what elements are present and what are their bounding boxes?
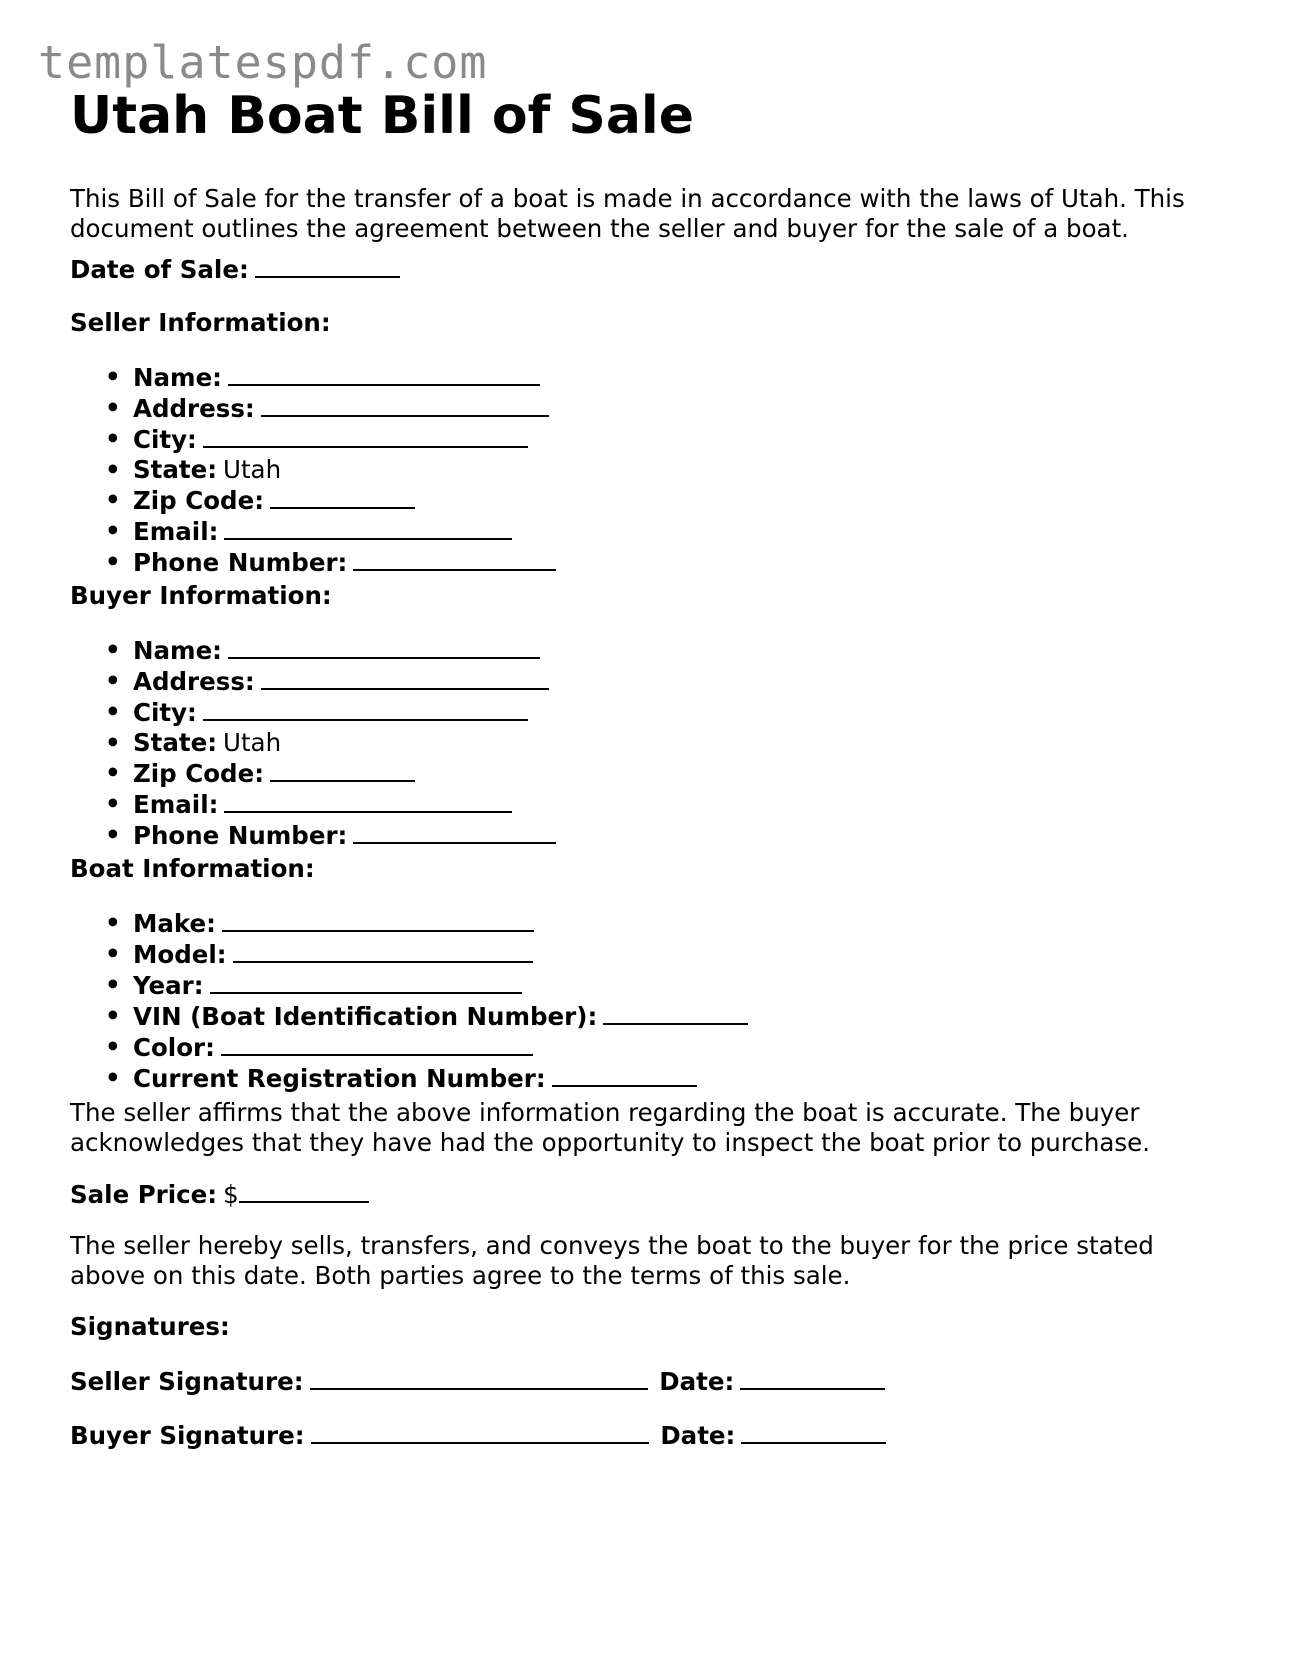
bullet: • — [105, 820, 121, 849]
date-of-sale-row — [70, 254, 400, 285]
seller-name-field[interactable] — [228, 362, 540, 386]
seller-email-field[interactable] — [224, 516, 512, 540]
seller-info-heading: Seller Information: — [70, 308, 331, 337]
seller-zip-label: Zip Code: — [133, 486, 264, 515]
seller-signature-row — [70, 1366, 885, 1397]
buyer-date-field[interactable] — [741, 1420, 886, 1444]
bullet: • — [105, 635, 121, 664]
bullet: • — [105, 485, 121, 514]
buyer-date-label: Date: — [660, 1421, 736, 1450]
list-item — [70, 393, 556, 424]
bullet: • — [105, 1032, 121, 1061]
bullet: • — [105, 789, 121, 818]
sale-price-label: Sale Price: — [70, 1180, 218, 1209]
buyer-address-field[interactable] — [261, 666, 549, 690]
currency-symbol: $ — [223, 1180, 239, 1209]
seller-signature-field[interactable] — [310, 1366, 648, 1390]
list-item — [70, 939, 748, 970]
bullet: • — [105, 455, 121, 484]
buyer-phone-label: Phone Number: — [133, 821, 348, 850]
bullet: • — [105, 939, 121, 968]
seller-zip-field[interactable] — [270, 485, 415, 509]
boat-registration-field[interactable] — [552, 1063, 697, 1087]
bullet: • — [105, 393, 121, 422]
buyer-city-field[interactable] — [203, 697, 528, 721]
boat-color-label: Color: — [133, 1033, 215, 1062]
list-item — [70, 635, 556, 666]
boat-color-field[interactable] — [221, 1032, 533, 1056]
sale-price-row — [70, 1179, 369, 1210]
list-item — [70, 547, 556, 578]
seller-address-label: Address: — [133, 394, 255, 423]
list-item — [70, 1032, 748, 1063]
boat-year-label: Year: — [133, 971, 204, 1000]
buyer-info-heading: Buyer Information: — [70, 581, 332, 610]
date-of-sale-label: Date of Sale: — [70, 255, 249, 284]
buyer-city-label: City: — [133, 698, 197, 727]
seller-city-field[interactable] — [203, 424, 528, 448]
signatures-heading: Signatures: — [70, 1312, 230, 1341]
affirmation-paragraph: The seller affirms that the above information regarding the boat is accurate. The buyer acknowledges that they have had the opportunity to inspect the boat prior to purchase. — [70, 1098, 1150, 1157]
bullet: • — [105, 728, 121, 757]
boat-year-field[interactable] — [210, 970, 522, 994]
buyer-address-label: Address: — [133, 667, 255, 696]
document-title: Utah Boat Bill of Sale — [70, 86, 694, 146]
buyer-zip-label: Zip Code: — [133, 759, 264, 788]
intro-paragraph: This Bill of Sale for the transfer of a boat is made in accordance with the laws of Utah. This document outlines the agreement between the seller and buyer for the sale of a boat. — [70, 184, 1185, 243]
bullet: • — [105, 697, 121, 726]
bullet: • — [105, 666, 121, 695]
bullet: • — [105, 970, 121, 999]
buyer-name-field[interactable] — [228, 635, 540, 659]
buyer-zip-field[interactable] — [270, 758, 415, 782]
list-item — [70, 908, 748, 939]
list-item — [70, 424, 556, 455]
seller-date-label: Date: — [659, 1367, 735, 1396]
buyer-email-label: Email: — [133, 790, 219, 819]
list-item — [70, 455, 556, 485]
list-item — [70, 970, 748, 1001]
boat-registration-label: Current Registration Number: — [133, 1064, 546, 1093]
seller-phone-label: Phone Number: — [133, 548, 348, 577]
bullet: • — [105, 516, 121, 545]
buyer-signature-label: Buyer Signature: — [70, 1421, 305, 1450]
boat-vin-field[interactable] — [603, 1001, 748, 1025]
watermark-logo: templatespdf.com — [38, 36, 488, 89]
list-item — [70, 1001, 748, 1032]
sale-price-field[interactable] — [239, 1179, 369, 1203]
date-of-sale-field[interactable] — [255, 254, 400, 278]
buyer-email-field[interactable] — [224, 789, 512, 813]
seller-address-field[interactable] — [261, 393, 549, 417]
seller-state-value: Utah — [223, 455, 282, 484]
boat-model-label: Model: — [133, 940, 227, 969]
bullet: • — [105, 1001, 121, 1030]
seller-info-list — [70, 362, 556, 578]
buyer-state-value: Utah — [223, 728, 282, 757]
bullet: • — [105, 424, 121, 453]
boat-vin-label: VIN (Boat Identification Number): — [133, 1002, 598, 1031]
list-item — [70, 485, 556, 516]
seller-email-label: Email: — [133, 517, 219, 546]
buyer-state-label: State: — [133, 728, 218, 757]
bullet: • — [105, 547, 121, 576]
buyer-signature-field[interactable] — [311, 1420, 649, 1444]
list-item — [70, 789, 556, 820]
seller-state-label: State: — [133, 455, 218, 484]
boat-make-field[interactable] — [222, 908, 534, 932]
list-item — [70, 666, 556, 697]
boat-info-heading: Boat Information: — [70, 854, 315, 883]
boat-model-field[interactable] — [233, 939, 533, 963]
buyer-phone-field[interactable] — [353, 820, 556, 844]
seller-date-field[interactable] — [740, 1366, 885, 1390]
list-item — [70, 820, 556, 851]
seller-city-label: City: — [133, 425, 197, 454]
bullet: • — [105, 758, 121, 787]
list-item — [70, 516, 556, 547]
seller-phone-field[interactable] — [353, 547, 556, 571]
list-item — [70, 697, 556, 728]
bullet: • — [105, 908, 121, 937]
transfer-statement-paragraph: The seller hereby sells, transfers, and conveys the boat to the buyer for the price stated above on this date. Both parties agree to the terms of this sale. — [70, 1231, 1154, 1290]
seller-name-label: Name: — [133, 363, 222, 392]
buyer-info-list — [70, 635, 556, 851]
list-item — [70, 362, 556, 393]
buyer-signature-row — [70, 1420, 886, 1451]
boat-info-list — [70, 908, 748, 1094]
bullet: • — [105, 1063, 121, 1092]
seller-signature-label: Seller Signature: — [70, 1367, 304, 1396]
buyer-name-label: Name: — [133, 636, 222, 665]
list-item — [70, 758, 556, 789]
list-item — [70, 728, 556, 758]
list-item — [70, 1063, 748, 1094]
boat-make-label: Make: — [133, 909, 216, 938]
bullet: • — [105, 362, 121, 391]
